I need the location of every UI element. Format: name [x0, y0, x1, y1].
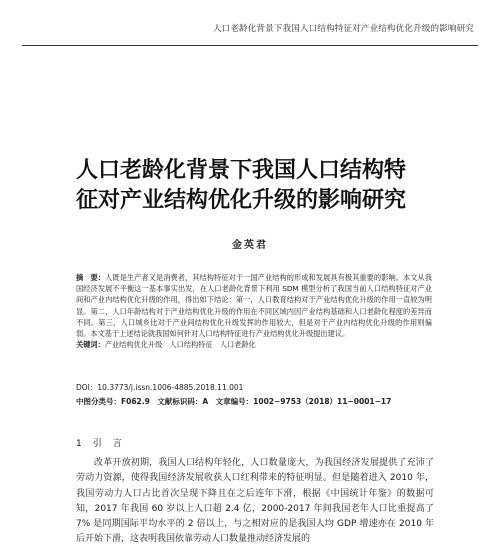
running-header: 人口老龄化背景下我国人口结构特征对产业结构优化升级的影响研究	[212, 24, 474, 34]
keywords-text: 产业结构优化升级 人口结构特征 人口老龄化	[104, 340, 256, 350]
doi: DOI：10.3773/j.issn.1006-4885.2018.11.001	[76, 383, 244, 392]
author-name: 金英君	[232, 240, 268, 251]
abstract	[76, 272, 432, 350]
abstract-label: 摘 要：	[76, 273, 106, 282]
header-rule	[22, 45, 478, 46]
article-title	[76, 155, 436, 215]
abstract-text: 人既是生产者又是消费者，其结构特征对于一国产业结构的形成和发展具有极其重要的影响。本文从我国经济发展不平衡这一基本事实出发，在人口老龄化背景下利用 SDM 模型分析了我国当前人口结构特征对产业间和产业内结构优化升级的作用，得出如下结论：第一，人口教育结构对于产业结构优化升级的作用一直较为明显。第二，人口年龄结构对于产业结构优化升级的作用在不同区域内因产业结构基础和人口老龄化程度的差异而不同。第三，人口城乡比对于产业间结构优化升级发挥的作用较大，但是对于产业内结构优化升级的作用则偏弱。本文基于上述结论就我国如何针对人口结构特征进行产业结构优化升级提出建议。	[76, 273, 432, 339]
keywords-label: 关键词：	[76, 340, 105, 350]
body-paragraph: 改革开放初期，我国人口结构年轻化，人口数量庞大，为我国经济发展提供了充沛了劳动力资源，使得我国经济发展收获人口红利带来的特征明显。但是随着进入 2010 年，我国劳动力人口占比首次呈现下降且在之后连年下滑，根据《中国统计年鉴》的数据可知，2017 年我国 60 岁以上人口超 2.4 亿，2000-2017 年间我国老年人口比重提高了 7% 是同期国际平均水平的 2 倍以上，与之相对应的是我国人均 GDP 增速亦在 2010 年后开始下滑，这表明我国依靠劳动人口数量推动经济发展的	[76, 458, 434, 545]
title-line-2: 征对产业结构优化升级的影响研究	[76, 187, 407, 213]
classification-line: 中图分类号：F062.9 文献标识码：A 文章编号：1002−9753（2018）11−0001−17	[76, 397, 392, 406]
section-heading: 1 引 言	[76, 439, 123, 449]
title-line-1: 人口老龄化背景下我国人口结构特	[76, 157, 407, 183]
